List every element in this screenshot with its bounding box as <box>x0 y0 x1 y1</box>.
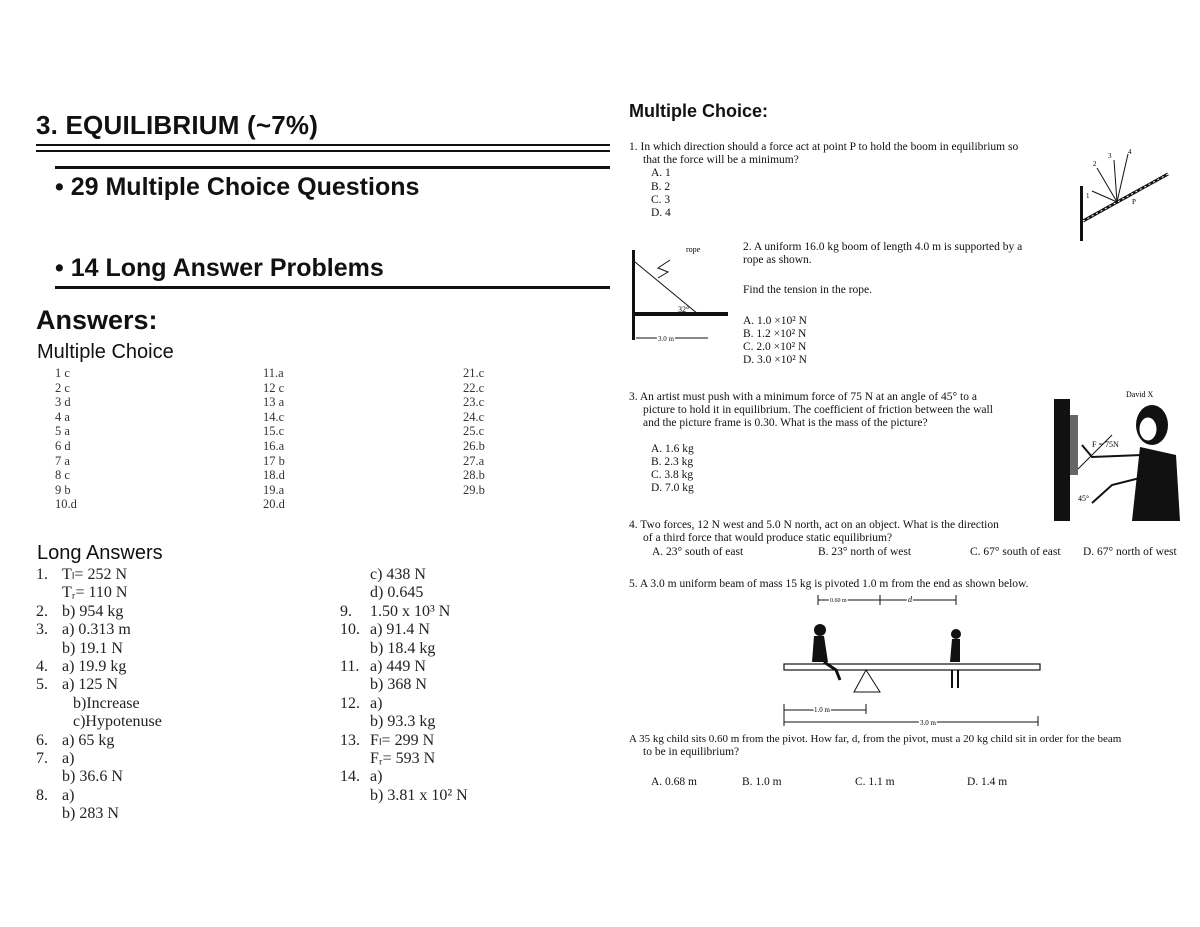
bullet-rule-top <box>55 166 610 169</box>
answer-text: a) <box>370 694 383 712</box>
answer-text: a) 0.313 m <box>62 621 131 639</box>
answer-text: c)Hypotenuse <box>73 713 162 731</box>
option-c: C. 1.1 m <box>855 776 895 788</box>
problem-number: 2. <box>36 602 48 620</box>
answer-text: Tᵣ= 110 N <box>62 584 128 602</box>
long-answer-row <box>340 695 590 713</box>
fig-label: F = 75N <box>1092 440 1119 449</box>
answer-text: a) 91.4 N <box>370 621 430 639</box>
answer-text: a) 125 N <box>62 676 118 694</box>
answers-heading: Answers: <box>36 305 158 335</box>
option-b: B. 1.2 ×10² N <box>743 327 807 340</box>
mc-answer: 6 d <box>55 438 71 453</box>
pivot <box>854 670 880 692</box>
answer-text: b) 36.6 N <box>62 768 123 786</box>
long-answer-row <box>36 768 286 786</box>
long-answer-row <box>36 787 286 805</box>
answer-text: b) 19.1 N <box>62 639 123 657</box>
wall <box>1054 399 1070 521</box>
answer-text: Tₗ= 252 N <box>62 566 128 583</box>
arrow-1 <box>1097 168 1117 202</box>
arrow-2 <box>1114 160 1117 202</box>
mc-answer: 1 c <box>55 366 70 380</box>
problem-number: 8. <box>36 786 48 804</box>
mc-answer: 16.a <box>263 438 285 453</box>
answer-text: 1.50 x 10³ N <box>370 602 451 620</box>
mc-answer: 10.d <box>55 497 77 512</box>
fig-label: 3.0 m <box>920 719 936 727</box>
bullet-text: 29 Multiple Choice Questions <box>70 173 420 201</box>
question-text: picture to hold it in equilibrium. The coefficient of friction between the wall <box>643 404 993 417</box>
long-answer-row <box>36 676 286 694</box>
bullet-text: 14 Long Answer Problems <box>70 254 384 282</box>
beam <box>784 664 1040 670</box>
mc-answer: 15.c <box>263 424 285 439</box>
option-c: C. 67° south of east <box>970 546 1061 558</box>
question-5-intro: 5. A 3.0 m uniform beam of mass 15 kg is pivoted 1.0 m from the end as shown below. <box>629 578 1029 590</box>
child-small-head <box>951 629 961 639</box>
artist-body <box>1132 447 1180 521</box>
answer-text: Fₗ= 299 N <box>370 731 435 749</box>
answer-text: d) 0.645 <box>370 584 424 602</box>
mc-answer: 29.b <box>463 482 485 497</box>
long-answer-column-2 <box>340 566 590 805</box>
option-a: A. 1 <box>651 167 671 180</box>
question-text: 3. An artist must push with a minimum force of 75 N at an angle of 45° to a <box>629 391 977 403</box>
question-5 <box>629 733 1199 759</box>
answer-text: Fᵣ= 593 N <box>370 749 436 767</box>
mc-answer-column-2 <box>263 366 285 512</box>
option-d: D. 1.4 m <box>967 776 1008 788</box>
problem-number: 5. <box>36 676 48 694</box>
answer-text: a) 65 kg <box>62 731 115 749</box>
long-answer-row <box>340 566 590 584</box>
problem-number: 7. <box>36 749 48 767</box>
mc-answer: 17 b <box>263 453 285 468</box>
question-text: that the force will be a minimum? <box>643 154 799 167</box>
long-answer-row <box>36 805 286 823</box>
mc-answer: 20.d <box>263 497 285 512</box>
wall <box>1080 186 1083 241</box>
picture-frame <box>1070 415 1078 475</box>
answer-text: a) <box>62 749 75 767</box>
fig-label: 0.60 m <box>830 598 847 604</box>
problem-number: 14. <box>340 768 360 786</box>
long-answer-row <box>340 603 590 621</box>
long-answer-row <box>36 603 286 621</box>
mc-answer: 2 c <box>55 380 70 395</box>
option-a: A. 1.6 kg <box>651 442 694 455</box>
bullet-long-count <box>55 254 384 283</box>
fig-label: 1.0 m <box>814 706 830 714</box>
boom-diagram-q1 <box>1072 146 1178 244</box>
question-text: rope as shown. <box>743 254 812 267</box>
problem-number: 1. <box>36 566 48 583</box>
answer-text: b) 3.81 x 10² N <box>370 786 468 804</box>
question-1 <box>629 141 1069 220</box>
long-answer-row <box>340 658 590 676</box>
question-text: of a third force that would produce static equilibrium? <box>643 532 893 545</box>
mc-answer: 19.a <box>263 482 285 497</box>
answer-text: a) 449 N <box>370 657 426 675</box>
mc-answer: 4 a <box>55 409 70 424</box>
mc-answer: 3 d <box>55 395 71 410</box>
problem-number: 13. <box>340 731 360 749</box>
fig-label: 4 <box>1128 148 1132 156</box>
answer-text: c) 438 N <box>370 566 426 583</box>
answer-text: b) 368 N <box>370 676 427 694</box>
mc-answer: 21.c <box>463 366 485 380</box>
mc-answer: 11.a <box>263 366 284 380</box>
mc-answer: 18.d <box>263 468 285 483</box>
long-answer-row <box>36 621 286 639</box>
mc-answer: 7 a <box>55 453 70 468</box>
fig-label: 45° <box>1078 494 1090 503</box>
fig-label: rope <box>686 245 701 254</box>
option-d: D. 7.0 kg <box>651 482 694 495</box>
mc-answer: 9 b <box>55 482 71 497</box>
question-text: 1. In which direction should a force act at point P to hold the boom in equilibrium so <box>629 141 1019 153</box>
long-answer-row <box>340 732 590 750</box>
long-answer-row <box>36 658 286 676</box>
question-5-options <box>651 776 1051 790</box>
bullet-rule-bottom <box>55 286 610 289</box>
long-answer-row <box>36 750 286 768</box>
seesaw-diagram-q5 <box>780 592 1044 728</box>
option-b: B. 1.0 m <box>742 776 782 788</box>
problem-number: 9. <box>340 602 352 620</box>
option-c: C. 3.8 kg <box>651 469 694 482</box>
question-text: 2. A uniform 16.0 kg boom of length 4.0 m is supported by a <box>743 241 1023 253</box>
option-d: D. 3.0 ×10² N <box>743 354 807 367</box>
mc-answer: 13 a <box>263 395 285 410</box>
mc-answer: 23.c <box>463 395 485 410</box>
question-text: A 35 kg child sits 0.60 m from the pivot. How far, d, from the pivot, must a 20 kg child sit in order for the beam <box>629 733 1122 745</box>
answer-text: b) 283 N <box>62 805 119 823</box>
long-answer-row <box>36 732 286 750</box>
child-large-head <box>814 624 826 636</box>
mc-answer-column-3 <box>463 366 485 497</box>
option-d: D. 4 <box>651 207 671 220</box>
answer-text: a) <box>370 768 383 786</box>
fig-label: 2 <box>1093 160 1097 168</box>
question-text: 4. Two forces, 12 N west and 5.0 N north, act on an object. What is the direction <box>629 519 999 531</box>
bullet-symbol: • <box>55 254 64 282</box>
mc-answer-column-1 <box>55 366 77 512</box>
child-small-body <box>950 639 960 662</box>
fig-label: 3 <box>1108 152 1112 160</box>
question-2 <box>743 241 1073 367</box>
answer-text: a) <box>62 786 75 804</box>
bullet-mc-count <box>55 173 419 202</box>
fig-label: David X <box>1126 390 1154 399</box>
long-answer-row <box>340 676 590 694</box>
fig-label: d <box>908 595 912 604</box>
mc-answer: 12 c <box>263 380 285 395</box>
title-underline-1 <box>36 144 610 146</box>
long-answer-row <box>340 787 590 805</box>
long-answer-row <box>36 713 286 731</box>
rope-arrow <box>658 260 670 278</box>
boom <box>1083 174 1168 221</box>
long-answer-row <box>340 768 590 786</box>
child-small-legs <box>952 670 958 688</box>
title-underline-2 <box>36 150 610 152</box>
mc-answer: 14.c <box>263 409 285 424</box>
mc-answer: 25.c <box>463 424 485 439</box>
problem-number: 10. <box>340 621 360 639</box>
answer-text: b)Increase <box>73 694 140 712</box>
fig-label: 1 <box>1086 192 1090 200</box>
question-text: to be in equilibrium? <box>643 746 740 759</box>
problem-number: 6. <box>36 731 48 749</box>
arrow-3 <box>1117 154 1128 202</box>
option-b: B. 23° north of west <box>818 546 912 558</box>
mc-section-heading: Multiple Choice: <box>629 101 768 121</box>
question-prompt: Find the tension in the rope. <box>743 284 873 297</box>
problem-number: 12. <box>340 694 360 712</box>
boom-diagram-q2 <box>628 242 740 350</box>
mc-answers-heading: Multiple Choice <box>37 341 174 363</box>
problem-number: 4. <box>36 657 48 675</box>
question-3 <box>629 391 1049 495</box>
mc-answer: 27.a <box>463 453 485 468</box>
mc-answer: 22.c <box>463 380 485 395</box>
fig-label: 3.0 m <box>658 335 674 343</box>
question-4-options <box>652 546 1200 560</box>
long-answer-row <box>340 640 590 658</box>
option-b: B. 2.3 kg <box>651 455 694 468</box>
fig-label: 32° <box>678 305 690 314</box>
long-answer-row <box>36 566 286 584</box>
problem-number: 11. <box>340 657 360 675</box>
section-title: 3. EQUILIBRIUM (~7%) <box>36 110 319 140</box>
option-a: A. 0.68 m <box>651 776 697 788</box>
long-answer-row <box>36 584 286 602</box>
mc-answer: 28.b <box>463 468 485 483</box>
option-a: A. 1.0 ×10² N <box>743 314 807 327</box>
mc-answer: 24.c <box>463 409 485 424</box>
answer-text: b) 18.4 kg <box>370 639 436 657</box>
long-answer-row <box>340 621 590 639</box>
long-answer-row <box>340 750 590 768</box>
long-answer-row <box>340 713 590 731</box>
long-answer-row <box>36 695 286 713</box>
artist-diagram-q3 <box>1052 385 1182 523</box>
option-b: B. 2 <box>651 180 671 193</box>
mc-answer: 8 c <box>55 468 70 483</box>
option-c: C. 2.0 ×10² N <box>743 341 807 354</box>
bullet-symbol: • <box>55 173 64 201</box>
option-a: A. 23° south of east <box>652 546 744 558</box>
mc-answer: 5 a <box>55 424 70 439</box>
long-answer-column-1 <box>36 566 286 823</box>
wall <box>632 250 635 340</box>
problem-number: 3. <box>36 621 48 639</box>
long-answers-heading: Long Answers <box>37 542 163 564</box>
answer-text: b) 954 kg <box>62 602 124 620</box>
option-d: D. 67° north of west <box>1083 546 1177 558</box>
child-large-body <box>812 636 828 662</box>
question-4 <box>629 519 1189 545</box>
fig-label: P <box>1132 198 1136 206</box>
option-c: C. 3 <box>651 193 671 206</box>
long-answer-row <box>36 640 286 658</box>
question-text: and the picture frame is 0.30. What is the mass of the picture? <box>643 417 928 430</box>
mc-answer: 26.b <box>463 438 485 453</box>
artist-face <box>1139 417 1157 441</box>
answer-text: a) 19.9 kg <box>62 657 127 675</box>
answer-text: b) 93.3 kg <box>370 713 436 731</box>
long-answer-row <box>340 584 590 602</box>
